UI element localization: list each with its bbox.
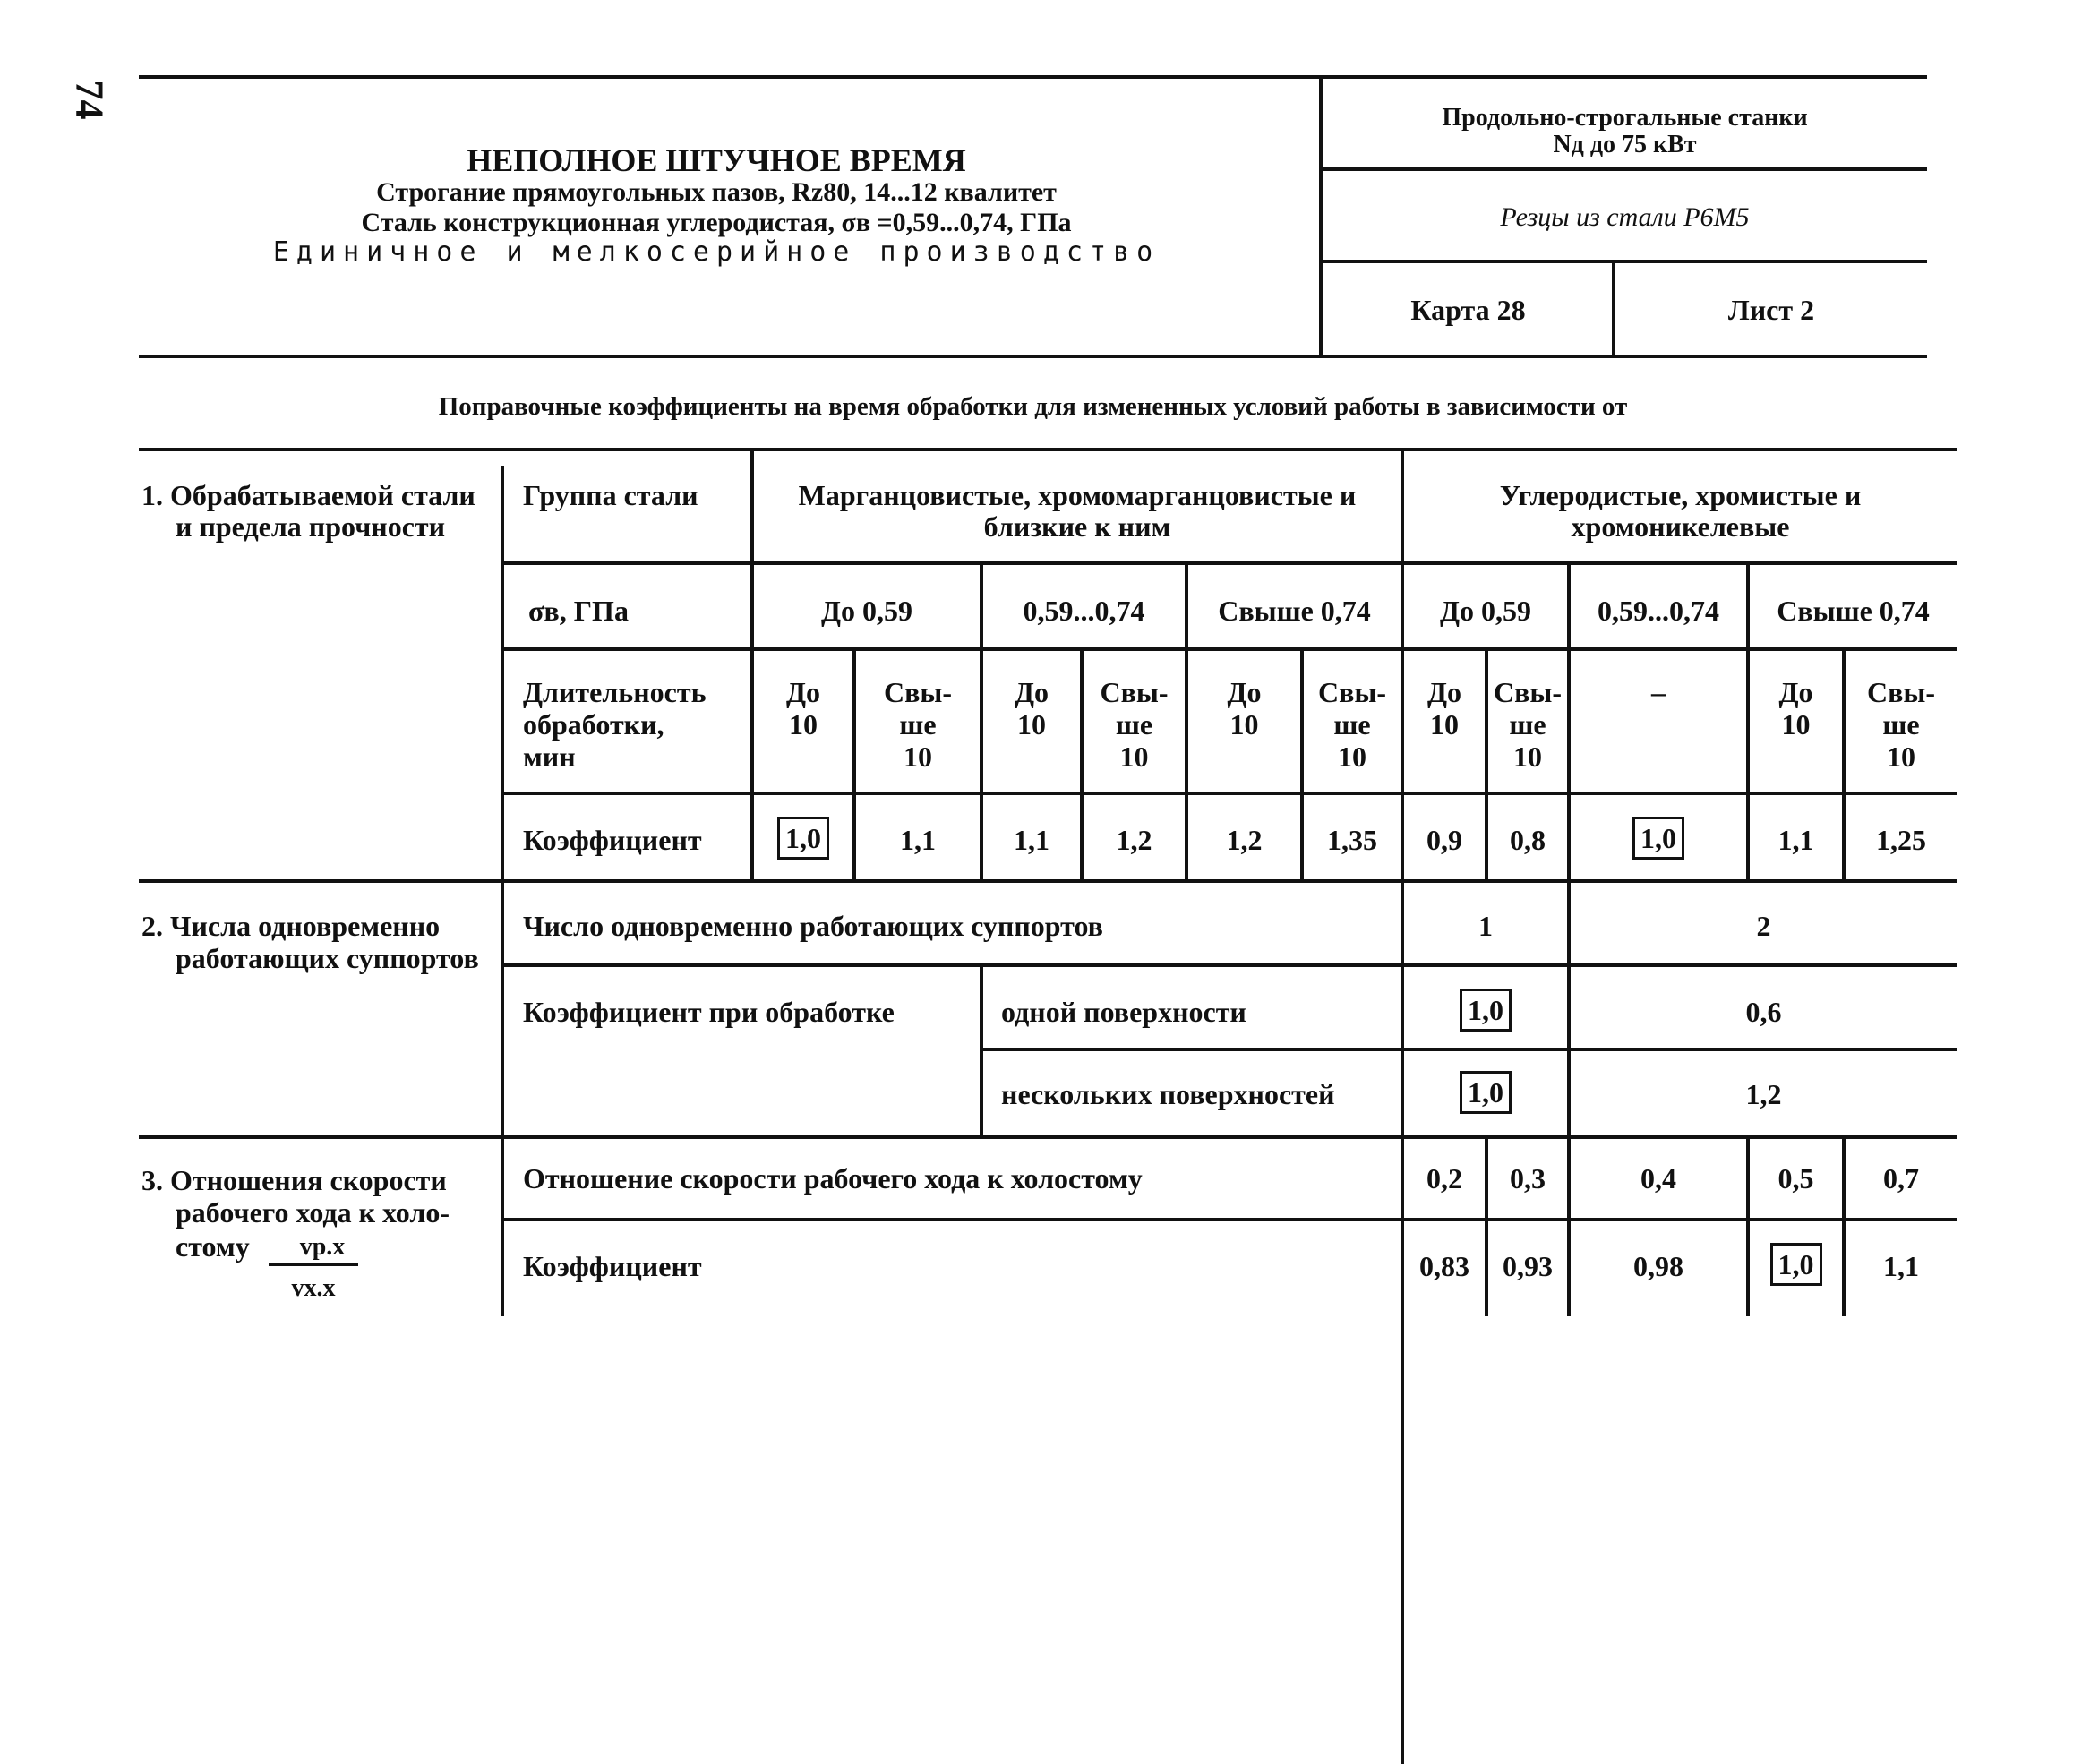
s3-coef-label: Коэффициент <box>523 1250 702 1282</box>
s2-label-line2: работающих суппортов <box>176 942 479 974</box>
s3-ratio-3: 0,4 <box>1640 1162 1676 1195</box>
s1-coef-a2-upto: 1,1 <box>1014 824 1049 856</box>
s1-coef-a1-over: 1,1 <box>900 824 936 856</box>
dur-a2-upto: До <box>1014 676 1049 708</box>
dur-a1-over-num: 10 <box>904 741 932 773</box>
group-label: Группа стали <box>523 479 698 511</box>
dur-b1-over-2: ше <box>1509 708 1546 741</box>
s1-coef-b2 <box>1571 817 1746 860</box>
dur-b1-upto-num: 10 <box>1430 708 1459 741</box>
s2-multi-v1 <box>1404 1071 1567 1114</box>
group-b-line1: Углеродистые, хромистые и <box>1499 479 1862 511</box>
header-production: Единичное и мелкосерийное производство <box>272 236 1161 268</box>
group-b-line2: хромоникелевые <box>1571 510 1790 543</box>
s1-coef-a1-upto-value: 1,0 <box>777 817 829 860</box>
s1-label-line2: и предела прочности <box>176 510 446 543</box>
s1-coef-a1-upto <box>754 817 852 860</box>
header-right-rule-1 <box>1319 167 1927 171</box>
s2-label-line1: 2. Числа одновременно <box>141 910 441 942</box>
dur-a1-over-2: ше <box>899 708 937 741</box>
dur-b3-upto: До <box>1778 676 1813 708</box>
dur-b3-over-num: 10 <box>1887 741 1915 773</box>
sheet-number: Лист 2 <box>1727 294 1815 326</box>
rule-s2-row1 <box>504 963 1957 967</box>
dur-a3-over-num: 10 <box>1338 741 1366 773</box>
s3-coef-1: 0,83 <box>1419 1250 1469 1282</box>
s2-row1-v1: 1 <box>1478 910 1493 942</box>
sigma-b2: 0,59...0,74 <box>1598 595 1719 627</box>
table-top-rule <box>139 448 1957 451</box>
s1-coef-b3-over: 1,25 <box>1876 824 1926 856</box>
s3-ratio-4: 0,5 <box>1777 1162 1814 1195</box>
s1-coef-b2-value: 1,0 <box>1632 817 1684 860</box>
rule-s2-end <box>139 1135 1957 1139</box>
page-number: 74 <box>67 80 112 120</box>
dur-b1-over: Свы- <box>1493 676 1563 708</box>
s1-coef-a3-upto: 1,2 <box>1226 824 1263 856</box>
s2-row1-label: Число одновременно работающих суппортов <box>523 910 1103 942</box>
dur-a1-upto-num: 10 <box>789 708 818 741</box>
duration-label-2: обработки, <box>523 708 664 741</box>
page-title: НЕПОЛНОЕ ШТУЧНОЕ ВРЕМЯ <box>467 142 966 178</box>
dur-a2-over-num: 10 <box>1119 741 1149 773</box>
fraction-bar <box>269 1263 358 1266</box>
s2-row1-v2: 2 <box>1756 910 1771 942</box>
s2-one-v2: 0,6 <box>1745 996 1782 1028</box>
machine-power: Nд до 75 кВт <box>1553 131 1697 158</box>
fraction-numerator: vр.х <box>299 1233 346 1261</box>
duration-label-3: мин <box>523 741 576 773</box>
s2-multi-v1-value: 1,0 <box>1460 1071 1512 1114</box>
s2-v-coef <box>980 963 983 1135</box>
s2-one-v1 <box>1404 989 1567 1032</box>
dur-a2-upto-num: 10 <box>1017 708 1046 741</box>
dur-a1-upto: До <box>785 676 820 708</box>
s3-ratio-5: 0,7 <box>1883 1162 1919 1195</box>
s3-label-line3: стому <box>176 1230 250 1263</box>
sigma-a3: Свыше 0,74 <box>1218 595 1371 627</box>
dur-b1-over-num: 10 <box>1513 741 1542 773</box>
machine-type: Продольно-строгальные станки <box>1442 104 1808 132</box>
s1-coef-b1-over: 0,8 <box>1510 824 1546 856</box>
header-right-rule-2 <box>1319 260 1927 263</box>
duration-label-1: Длительность <box>523 676 707 708</box>
dur-b1-upto: До <box>1426 676 1461 708</box>
s1-coef-b3-upto: 1,1 <box>1777 824 1814 856</box>
rule-s1-duration <box>504 792 1957 795</box>
sigma-a1: До 0,59 <box>820 595 912 627</box>
s3-label-line1: 3. Отношения скорости <box>141 1164 447 1196</box>
rule-s2-row2 <box>981 1048 1957 1051</box>
dur-a3-over: Свы- <box>1317 676 1387 708</box>
dur-a3-upto: До <box>1227 676 1262 708</box>
sigma-a2: 0,59...0,74 <box>1023 595 1145 627</box>
s3-ratio-2: 0,3 <box>1510 1162 1546 1195</box>
card-number: Карта 28 <box>1410 294 1526 326</box>
rule-s1-group <box>504 561 1957 565</box>
sigma-b3: Свыше 0,74 <box>1777 595 1930 627</box>
group-a-line2: близкие к ним <box>983 510 1171 543</box>
s1-coef-a3-over: 1,35 <box>1327 824 1377 856</box>
dur-a2-over-2: ше <box>1115 708 1153 741</box>
header-material: Сталь конструкционная углеродистая, σв =0,59...0,74, ГПа <box>361 208 1072 237</box>
dur-a3-upto-num: 10 <box>1229 708 1259 741</box>
s1-coef-a2-over: 1,2 <box>1116 824 1152 856</box>
s3-coef-3: 0,98 <box>1633 1250 1683 1282</box>
rule-s1-end <box>139 879 1957 883</box>
label-column-rule <box>501 466 504 1316</box>
header-bottom-rule <box>139 355 1927 358</box>
s1-coef-b1-upto: 0,9 <box>1426 824 1462 856</box>
sigma-label: σв, ГПа <box>528 595 629 627</box>
s3-coef-2: 0,93 <box>1503 1250 1553 1282</box>
rule-s1-sigma <box>504 647 1957 651</box>
s3-row1-label: Отношение скорости рабочего хода к холостому <box>523 1162 1143 1195</box>
fraction-denominator: vх.х <box>291 1274 336 1302</box>
dur-b3-over: Свы- <box>1866 676 1936 708</box>
tool-material: Резцы из стали Р6М5 <box>1500 202 1750 232</box>
dur-b3-over-2: ше <box>1882 708 1920 741</box>
s3-coef-5: 1,1 <box>1883 1250 1919 1282</box>
dur-a3-over-2: ше <box>1333 708 1371 741</box>
s2-multi-surface-label: нескольких поверхностей <box>1001 1078 1335 1110</box>
rule-s3-row1 <box>504 1218 1957 1221</box>
sigma-b1: До 0,59 <box>1439 595 1531 627</box>
s3-label-line2: рабочего хода к холо- <box>176 1196 450 1229</box>
dur-b2-dash: – <box>1651 676 1666 708</box>
s2-one-surface-label: одной поверхности <box>1001 996 1246 1028</box>
dur-a1-over: Свы- <box>883 676 953 708</box>
table-caption: Поправочные коэффициенты на время обработки для измененных условий работы в зависимости от <box>438 392 1628 421</box>
group-a-line1: Марганцовистые, хромомарганцовистые и <box>798 479 1357 511</box>
s3-coef-4 <box>1750 1243 1842 1286</box>
s2-multi-v2: 1,2 <box>1745 1078 1782 1110</box>
s3-ratio-1: 0,2 <box>1426 1162 1462 1195</box>
s3-coef-4-value: 1,0 <box>1770 1243 1822 1286</box>
header-operation: Строгание прямоугольных пазов, Rz80, 14...12 квалитет <box>376 177 1057 207</box>
s2-coef-label: Коэффициент при обработке <box>523 996 895 1028</box>
s1-coef-label: Коэффициент <box>523 824 702 856</box>
dur-b3-upto-num: 10 <box>1781 708 1811 741</box>
s1-label-line1: 1. Обрабатываемой стали <box>141 479 475 511</box>
dur-a2-over: Свы- <box>1100 676 1169 708</box>
s2-one-v1-value: 1,0 <box>1460 989 1512 1032</box>
header-top-rule <box>139 75 1927 79</box>
